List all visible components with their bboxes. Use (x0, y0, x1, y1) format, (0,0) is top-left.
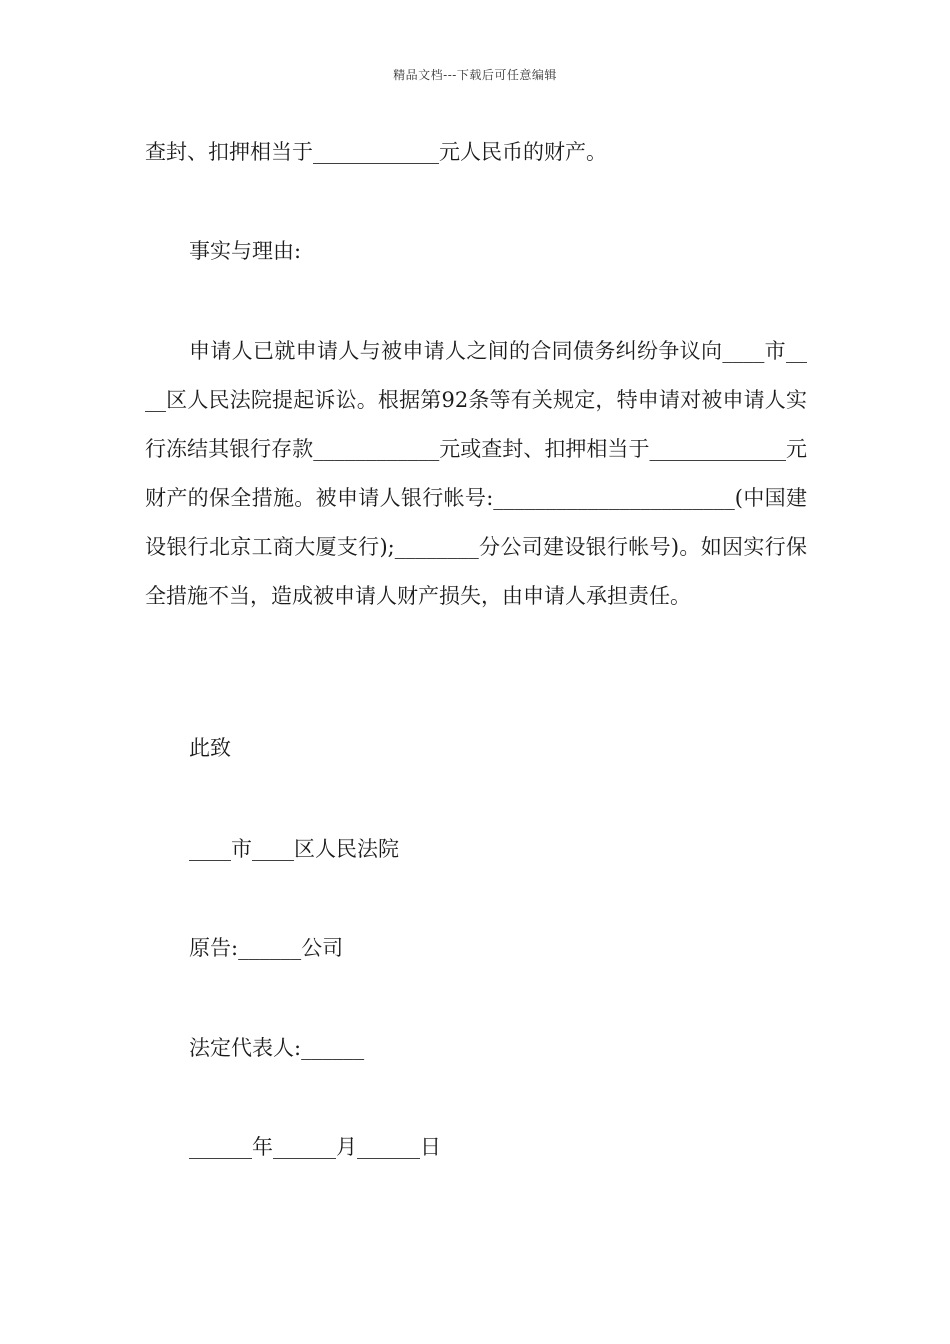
closing-salutation: 此致 (189, 736, 231, 760)
date-line: ______年______月______日 (189, 1135, 441, 1159)
plaintiff-line: 原告:______公司 (189, 936, 344, 960)
facts-heading: 事实与理由: (189, 239, 302, 263)
legal-representative-line: 法定代表人:______ (189, 1036, 365, 1060)
property-amount-line: 查封、扣押相当于____________元人民币的财产。 (145, 140, 607, 164)
court-addressee: ____市____区人民法院 (189, 837, 399, 861)
facts-paragraph: 申请人已就申请人与被申请人之间的合同债务纠纷争议向____市____区人民法院提起诉讼。根据第92条等有关规定，特申请对被申请人实行冻结其银行存款____________元或查封、扣押相当于_____________元财产的保全措施。被申请人银行帐号:_______________________(中国建设银行北京工商大厦支行);________分公司建设银行帐号)。如因实行保全措施不当，造成被申请人财产损失，由申请人承担责任。 (145, 339, 807, 608)
document-header: 精品文档---下载后可任意编辑 (393, 68, 557, 82)
